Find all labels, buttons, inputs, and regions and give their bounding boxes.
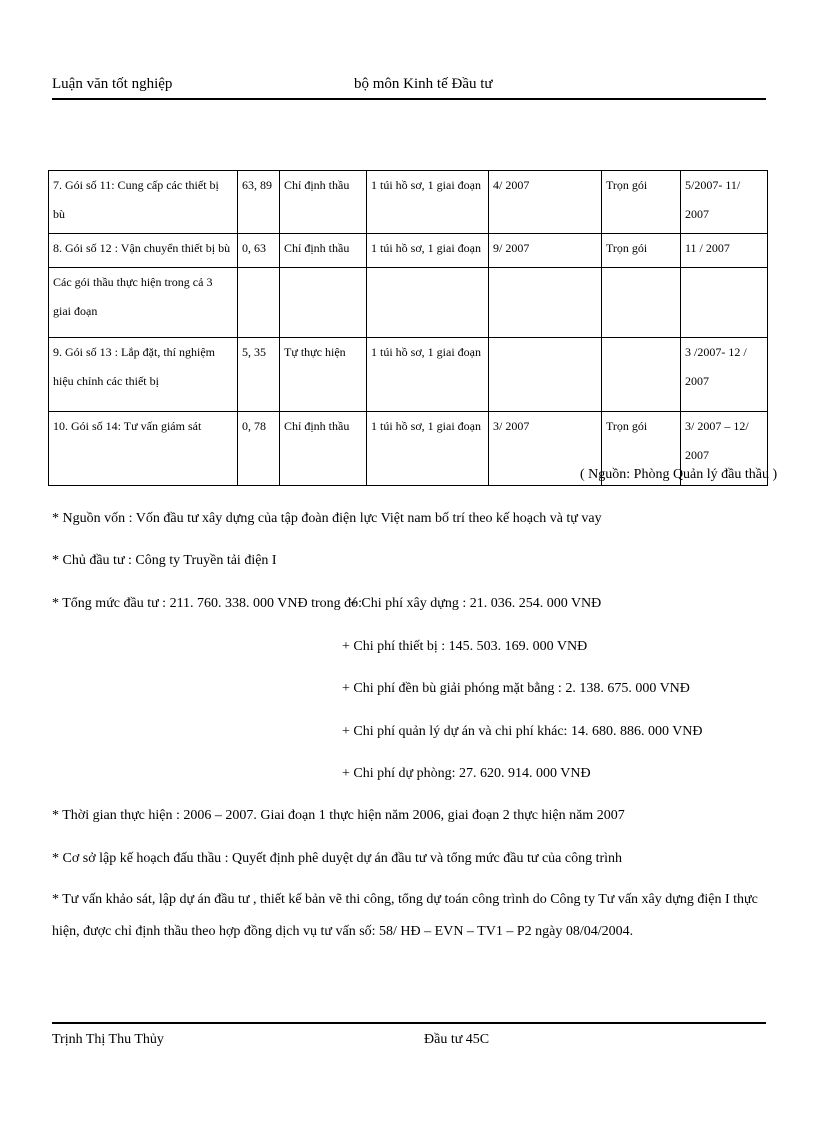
investor-line: * Chủ đầu tư : Công ty Truyền tải điện I [52, 553, 277, 568]
table-cell: 8. Gói số 12 : Vận chuyển thiết bị bù [49, 234, 238, 268]
total-investment-line: * Tổng mức đầu tư : 211. 760. 338. 000 VNĐ trong đó: [52, 596, 363, 611]
header-thesis-title: Luận văn tốt nghiệp [52, 76, 173, 92]
table-cell: 10. Gói số 14: Tư vấn giám sát [49, 412, 238, 486]
footer-author: Trịnh Thị Thu Thủy [52, 1032, 164, 1047]
table-cell: 3/ 2007 – 12/ 2007 [681, 412, 768, 486]
cost-contingency-line: + Chi phí dự phòng: 27. 620. 914. 000 VNĐ [342, 766, 591, 781]
table-cell: 9/ 2007 [489, 234, 602, 268]
table-cell: 0, 78 [238, 412, 280, 486]
table-cell: Trọn gói [602, 234, 681, 268]
table-row [49, 234, 768, 268]
table-cell [602, 338, 681, 412]
table-cell: 0, 63 [238, 234, 280, 268]
header-department: bộ môn Kinh tế Đầu tư [354, 76, 493, 92]
page-header [52, 72, 766, 100]
bid-package-table [48, 170, 768, 486]
table-cell: 3/ 2007 [489, 412, 602, 486]
table-cell: Trọn gói [602, 171, 681, 234]
table-cell: Các gói thầu thực hiện trong cả 3 giai đoạn [49, 268, 238, 338]
capital-source-line: * Nguồn vốn : Vốn đầu tư xây dựng của tập đoàn điện lực Việt nam bố trí theo kế hoạch và tự vay [52, 511, 602, 526]
table-cell [280, 268, 367, 338]
table-cell [367, 268, 489, 338]
table-source-note: ( Nguồn: Phòng Quản lý đầu thầu ) [580, 467, 778, 482]
cost-construction-line: + Chi phí xây dựng : 21. 036. 254. 000 VNĐ [350, 596, 602, 611]
table-cell: Trọn gói [602, 412, 681, 486]
table-cell [489, 338, 602, 412]
planning-basis-line: * Cơ sở lập kế hoạch đấu thầu : Quyết định phê duyệt dự án đầu tư và tổng mức đầu tư của công trình [52, 851, 623, 866]
table-cell: 7. Gói số 11: Cung cấp các thiết bị bù [49, 171, 238, 234]
table-cell: 4/ 2007 [489, 171, 602, 234]
cost-management-line: + Chi phí quản lý dự án và chi phí khác: 14. 680. 886. 000 VNĐ [342, 724, 703, 739]
table-cell: Chỉ định thầu [280, 171, 367, 234]
table-cell: 1 túi hồ sơ, 1 giai đoạn [367, 338, 489, 412]
cost-equipment-line: + Chi phí thiết bị : 145. 503. 169. 000 VNĐ [342, 639, 588, 654]
page-footer [52, 1022, 766, 1047]
table-row [49, 268, 768, 338]
table-cell: 5/2007- 11/ 2007 [681, 171, 768, 234]
table-cell: 11 / 2007 [681, 234, 768, 268]
table-cell [681, 268, 768, 338]
table-cell: Chỉ định thầu [280, 234, 367, 268]
table-cell: Tự thực hiện [280, 338, 367, 412]
table-cell [602, 268, 681, 338]
table-row [49, 171, 768, 234]
table-cell: 9. Gói số 13 : Lắp đặt, thí nghiệm hiệu chỉnh các thiết bị [49, 338, 238, 412]
table-row [49, 338, 768, 412]
table-cell: 5, 35 [238, 338, 280, 412]
table-cell [238, 268, 280, 338]
timeline-line: * Thời gian thực hiện : 2006 – 2007. Giai đoạn 1 thực hiện năm 2006, giai đoạn 2 thực hiện năm 2007 [52, 808, 625, 823]
cost-compensation-line: + Chi phí đền bù giải phóng mặt bằng : 2. 138. 675. 000 VNĐ [342, 681, 690, 696]
table-cell: 1 túi hồ sơ, 1 giai đoạn [367, 412, 489, 486]
table-cell: 1 túi hồ sơ, 1 giai đoạn [367, 234, 489, 268]
table-cell: Chỉ định thầu [280, 412, 367, 486]
consulting-paragraph: * Tư vấn khảo sát, lập dự án đầu tư , thiết kế bản vẽ thi công, tổng dự toán công trình do Công ty Tư vấn xây dựng điện I thực hiện, được chỉ định thầu theo hợp đồng dịch vụ tư vấn số: 58/ HĐ – EVN – TV1 – P2 ngày 08/04/2004. [52, 892, 758, 939]
table-cell: 3 /2007- 12 / 2007 [681, 338, 768, 412]
footer-class: Đầu tư 45C [424, 1032, 490, 1047]
table-cell [489, 268, 602, 338]
table-cell: 1 túi hồ sơ, 1 giai đoạn [367, 171, 489, 234]
table-cell: 63, 89 [238, 171, 280, 234]
